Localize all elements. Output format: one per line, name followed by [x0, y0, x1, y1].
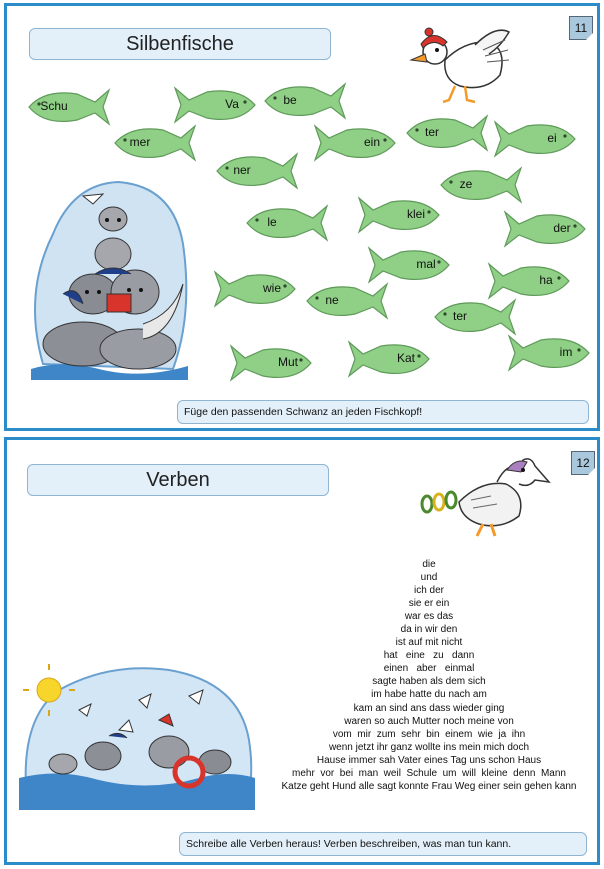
syllable-fish[interactable]	[507, 332, 593, 374]
fish-label: im	[559, 345, 573, 359]
syllable-fish[interactable]	[357, 194, 443, 236]
syllable-fish[interactable]	[403, 112, 489, 154]
fish-label: der	[553, 221, 571, 235]
word-row: war es das	[404, 611, 454, 623]
syllable-fish[interactable]	[111, 122, 197, 164]
word-row: sagte haben als dem sich	[372, 676, 486, 688]
fish-label: Va	[225, 97, 239, 111]
fish-label: ze	[459, 177, 473, 191]
fish-label: ei	[547, 131, 557, 145]
syllable-fish[interactable]	[243, 202, 329, 244]
syllable-fish[interactable]	[431, 296, 517, 338]
syllable-fish[interactable]	[503, 208, 589, 250]
syllable-fish[interactable]	[313, 122, 399, 164]
fish-label: mal	[416, 257, 436, 271]
seals-swimming-illustration	[19, 660, 255, 812]
word-row: kam an sind ans dass wieder ging	[353, 702, 505, 714]
word-row: ist auf mit nicht	[395, 637, 463, 649]
word-row: waren so auch Mutter noch meine von	[344, 715, 514, 727]
seagull-illustration	[405, 20, 515, 106]
worksheet-card-silbenfische	[4, 3, 600, 431]
fish-label: mer	[129, 135, 151, 149]
fish-label: ner	[233, 163, 251, 177]
word-row: die	[422, 559, 436, 570]
syllable-fish[interactable]	[173, 84, 259, 126]
syllable-fish[interactable]	[25, 86, 111, 128]
word-pyramid	[259, 558, 599, 793]
word-row: Katze geht Hund alle sagt konnte Frau Weg einer sein gehen kann	[281, 780, 577, 792]
word-row: sie er ein	[408, 598, 450, 610]
word-row: da in wir den	[400, 624, 458, 636]
syllable-fish[interactable]	[493, 118, 579, 160]
syllable-fish[interactable]	[347, 338, 433, 380]
instruction-box: Schreibe alle Verben heraus! Verben beschreiben, was man tun kann.	[179, 832, 587, 856]
fish-label: ha	[539, 273, 553, 287]
fish-label: ein	[363, 135, 380, 149]
syllable-fish[interactable]	[213, 150, 299, 192]
fish-label: ne	[325, 293, 339, 307]
fish-label: Mut	[277, 355, 298, 369]
word-row: ich der	[413, 585, 444, 597]
syllable-fish[interactable]	[229, 342, 315, 384]
seals-illustration	[23, 174, 193, 386]
word-row: Hause immer sah Vater eines Tag uns schon Haus	[316, 754, 542, 766]
fish-label: Kat	[396, 351, 415, 365]
fish-label: be	[283, 93, 297, 107]
word-row: im habe hatte du nach am	[371, 689, 487, 701]
page-title: Verben	[27, 464, 329, 496]
syllable-fish[interactable]	[437, 164, 523, 206]
page-title: Silbenfische	[29, 28, 331, 60]
bird-illustration	[411, 452, 553, 538]
syllable-fish[interactable]	[303, 280, 389, 322]
fish-label: Schu	[40, 99, 68, 113]
word-row: wenn jetzt ihr ganz wollte ins mein mich doch	[328, 741, 530, 753]
fish-label: ter	[424, 125, 439, 139]
fish-label: ter	[452, 309, 467, 323]
page-number: 11	[569, 16, 593, 40]
fish-label: le	[267, 215, 277, 229]
page-number: 12	[571, 451, 595, 475]
word-row: hat eine zu dann	[383, 650, 475, 662]
word-row: vom mir zum sehr bin einem wie ja ihn	[332, 728, 526, 740]
fish-label: wie	[262, 281, 281, 295]
fish-label: klei	[406, 207, 425, 221]
instruction-box: Füge den passenden Schwanz an jeden Fischkopf!	[177, 400, 589, 424]
word-row: einen aber einmal	[383, 663, 475, 675]
word-row: und	[420, 572, 438, 584]
syllable-fish[interactable]	[261, 80, 347, 122]
word-row: mehr vor bei man weil Schule um will kleine denn Mann	[291, 767, 566, 779]
syllable-fish[interactable]	[213, 268, 299, 310]
worksheet-card-verben	[4, 437, 600, 865]
